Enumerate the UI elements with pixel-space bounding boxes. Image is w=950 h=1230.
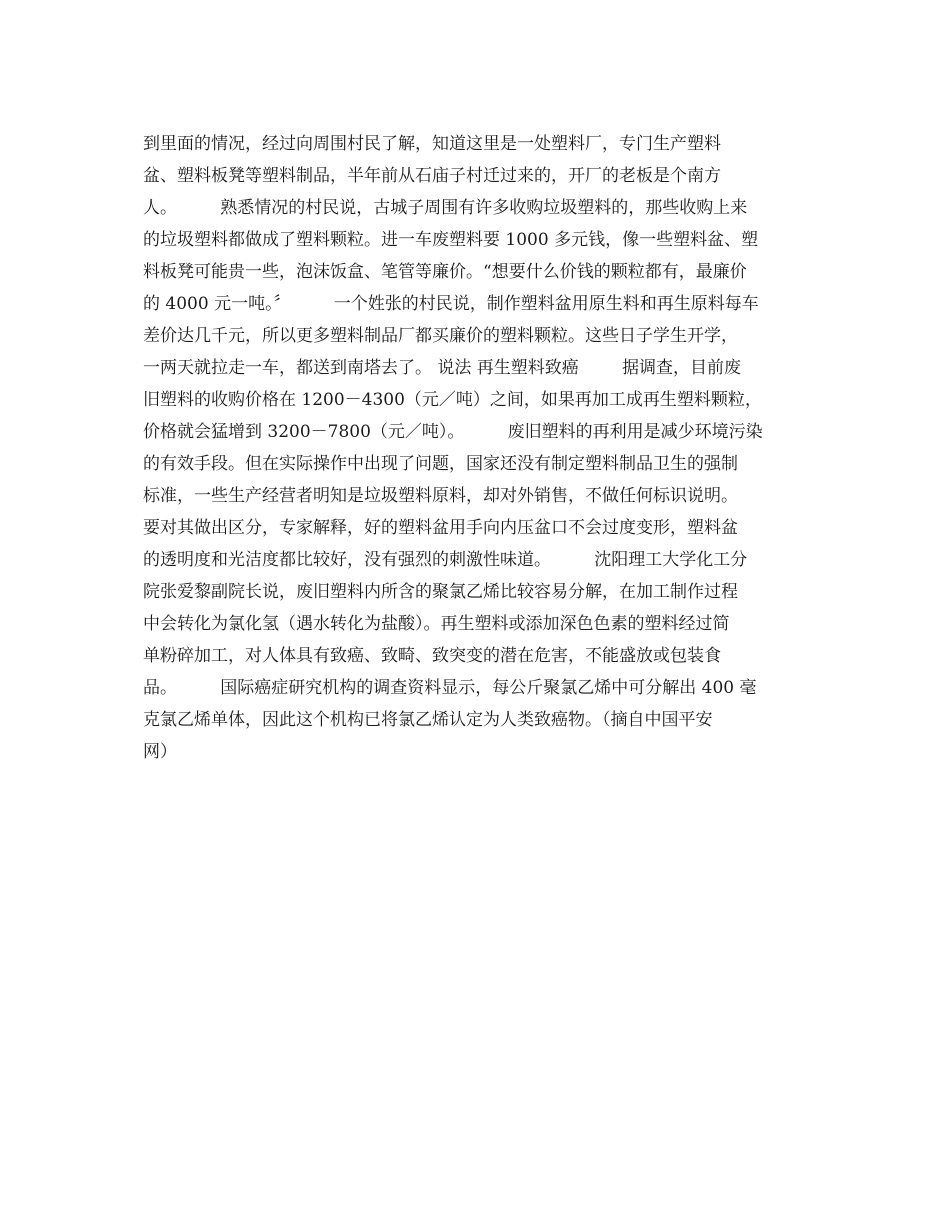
text-line: 标准，一些生产经营者明知是垃圾塑料原料，却对外销售，不做任何标识说明。 [143, 486, 738, 506]
text-line: 差价达几千元，所以更多塑料制品厂都买廉价的塑料颗粒。这些日子学生开学， [143, 326, 738, 346]
text-line: 要对其做出区分，专家解释，好的塑料盆用手向内压盆口不会过度变形，塑料盆 [143, 518, 738, 538]
text-line: 中会转化为氯化氢（遇水转化为盐酸）。再生塑料或添加深色色素的塑料经过简 [143, 614, 730, 634]
text-line: 的 4000 元一吨。〞 一个姓张的村民说，制作塑料盆用原生料和再生原料每车 [143, 294, 759, 314]
text-line: 单粉碎加工，对人体具有致癌、致畸、致突变的潜在危害，不能盛放或包装食 [143, 646, 721, 666]
text-line: 旧塑料的收购价格在 1200－4300（元／吨）之间，如果再加工成再生塑料颗粒， [143, 390, 762, 410]
text-line: 一两天就拉走一车，都送到南塔去了。 说法 再生塑料致癌 据调查，目前废 [143, 358, 742, 378]
text-line: 料板凳可能贵一些，泡沫饭盒、笔管等廉价。“想要什么价钱的颗粒都有，最廉价 [143, 262, 747, 282]
text-line: 盆、塑料板凳等塑料制品，半年前从石庙子村迁过来的，开厂的老板是个南方 [143, 166, 721, 186]
text-line: 的透明度和光洁度都比较好，没有强烈的刺激性味道。 沈阳理工大学化工分 [143, 550, 748, 570]
text-line: 的垃圾塑料都做成了塑料颗粒。进一车废塑料要 1000 多元钱，像一些塑料盆、塑 [143, 230, 759, 250]
text-line: 人。 熟悉情况的村民说，古城子周围有许多收购垃圾塑料的，那些收购上来 [143, 198, 748, 218]
text-line: 的有效手段。但在实际操作中出现了问题，国家还没有制定塑料制品卫生的强制 [143, 454, 738, 474]
article-body [143, 128, 813, 768]
text-line: 到里面的情况，经过向周围村民了解，知道这里是一处塑料厂，专门生产塑料 [143, 134, 721, 154]
text-line: 克氯乙烯单体，因此这个机构已将氯乙烯认定为人类致癌物。（摘自中国平安 [143, 710, 713, 730]
text-line: 网） [143, 742, 177, 762]
text-line: 价格就会猛增到 3200－7800（元／吨）。 废旧塑料的再利用是减少环境污染 [143, 422, 763, 442]
text-line: 院张爱黎副院长说，废旧塑料内所含的聚氯乙烯比较容易分解，在加工制作过程 [143, 582, 738, 602]
text-line: 品。 国际癌症研究机构的调查资料显示，每公斤聚氯乙烯中可分解出 400 毫 [143, 678, 757, 698]
